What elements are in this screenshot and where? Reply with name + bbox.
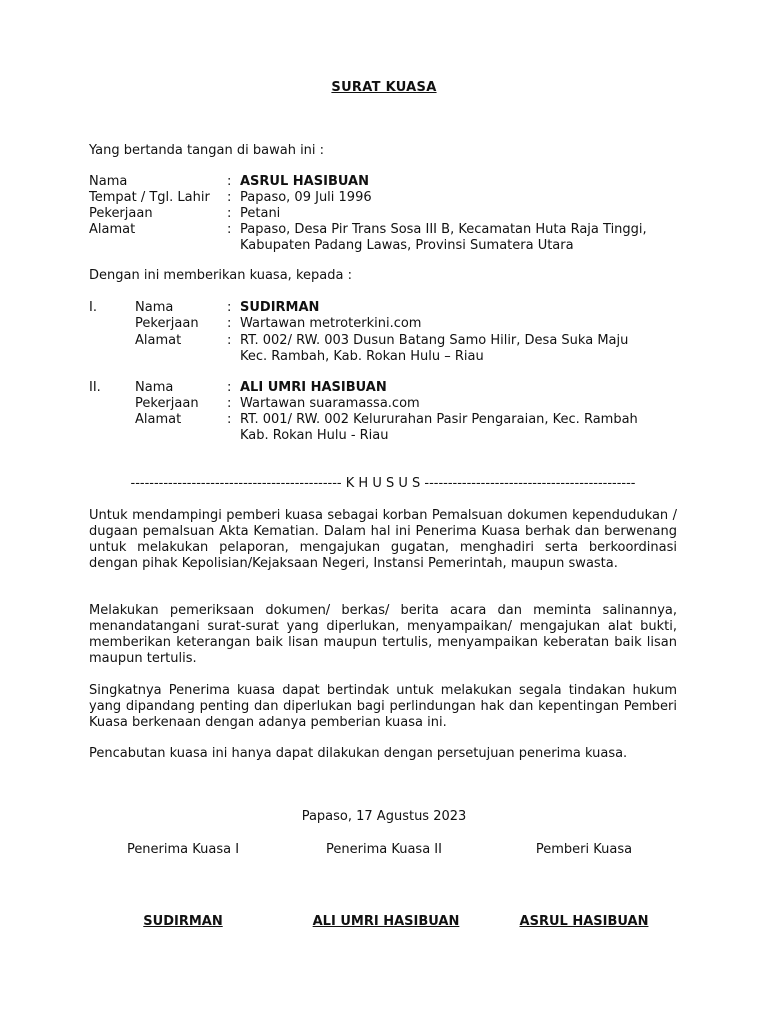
recipient-address-line1: RT. 002/ RW. 003 Dusun Batang Samo Hilir, Desa Suka Maju <box>240 333 629 348</box>
grantor-job-value: Petani <box>240 206 281 221</box>
colon: : <box>227 333 232 348</box>
signature-role-1: Penerima Kuasa I <box>126 842 240 857</box>
recipient-address-label: Alamat <box>135 412 182 427</box>
recipient-address-line1: RT. 001/ RW. 002 Kelururahan Pasir Pengaraian, Kec. Rambah <box>240 412 638 427</box>
section-heading-text: K H U S U S <box>345 476 421 491</box>
signature-name-2: ALI UMRI HASIBUAN <box>312 914 460 929</box>
recipient-number: II. <box>89 380 101 395</box>
signature-name-1: SUDIRMAN <box>143 914 223 929</box>
paragraph-text: Pencabutan kuasa ini hanya dapat dilakukan dengan persetujuan penerima kuasa. <box>89 746 628 761</box>
colon: : <box>227 222 232 237</box>
recipient-name-value: SUDIRMAN <box>240 300 320 315</box>
grantor-birth-label: Tempat / Tgl. Lahir <box>89 190 210 205</box>
recipient-job-value: Wartawan metroterkini.com <box>240 316 422 331</box>
recipient-address-line2: Kab. Rokan Hulu - Riau <box>240 428 389 443</box>
recipient-number: I. <box>89 300 97 315</box>
grantor-address-line1: Papaso, Desa Pir Trans Sosa III B, Kecamatan Huta Raja Tinggi, <box>240 222 647 237</box>
dash-left: --------------------------------------------- <box>130 476 342 491</box>
intro-text: Yang bertanda tangan di bawah ini : <box>89 143 325 158</box>
paragraph-4 <box>89 746 677 762</box>
signature-role-2: Penerima Kuasa II <box>326 842 442 857</box>
colon: : <box>227 412 232 427</box>
signature-role-3: Pemberi Kuasa <box>535 842 633 857</box>
recipient-address-label: Alamat <box>135 333 182 348</box>
paragraph-text: Untuk mendampingi pemberi kuasa sebagai korban Pemalsuan dokumen kependudukan / dugaan pemalsuan Akta Kematian. Dalam hal ini Penerima Kuasa berhak dan berwenang untuk melakukan pelaporan, mengajukan gugatan, menghadiri serta berkoordinasi dengan pihak Kepolisian/Kejaksaan Negeri, Instansi Pemerintah, maupun swasta. <box>89 508 677 571</box>
place-date: Papaso, 17 Agustus 2023 <box>301 809 467 824</box>
colon: : <box>227 316 232 331</box>
grantor-name-value: ASRUL HASIBUAN <box>240 174 369 189</box>
recipient-address-line2: Kec. Rambah, Kab. Rokan Hulu – Riau <box>240 349 484 364</box>
recipient-name-label: Nama <box>135 300 174 315</box>
section-heading <box>89 476 677 492</box>
recipient-name-label: Nama <box>135 380 174 395</box>
paragraph-1 <box>89 508 677 572</box>
grantor-name-label: Nama <box>89 174 128 189</box>
recipient-name-value: ALI UMRI HASIBUAN <box>240 380 387 395</box>
document-title: SURAT KUASA <box>331 80 437 95</box>
colon: : <box>227 190 232 205</box>
grantor-birth-value: Papaso, 09 Juli 1996 <box>240 190 372 205</box>
grantor-address-line2: Kabupaten Padang Lawas, Provinsi Sumatera Utara <box>240 238 574 253</box>
paragraph-2 <box>89 603 677 667</box>
dash-right: --------------------------------------------- <box>424 476 636 491</box>
colon: : <box>227 300 232 315</box>
paragraph-text: Melakukan pemeriksaan dokumen/ berkas/ berita acara dan meminta salinannya, menandatangani surat-surat yang diperlukan, menyampaikan/ mengajukan alat bukti, memberikan keterangan baik lisan maupun tertulis, menyampaikan keberatan baik lisan maupun tertulis. <box>89 603 677 666</box>
recipient-job-label: Pekerjaan <box>135 396 199 411</box>
grantor-address-label: Alamat <box>89 222 136 237</box>
signature-name-3: ASRUL HASIBUAN <box>519 914 649 929</box>
colon: : <box>227 174 232 189</box>
colon: : <box>227 206 232 221</box>
grantor-job-label: Pekerjaan <box>89 206 153 221</box>
recipient-job-value: Wartawan suaramassa.com <box>240 396 420 411</box>
paragraph-3 <box>89 683 677 731</box>
paragraph-text: Singkatnya Penerima kuasa dapat bertindak untuk melakukan segala tindakan hukum yang dipandang penting dan diperlukan bagi perlindungan hak dan kepentingan Pemberi Kuasa berkenaan dengan adanya pemberian kuasa ini. <box>89 683 677 730</box>
colon: : <box>227 396 232 411</box>
colon: : <box>227 380 232 395</box>
grant-intro-text: Dengan ini memberikan kuasa, kepada : <box>89 268 352 283</box>
recipient-job-label: Pekerjaan <box>135 316 199 331</box>
